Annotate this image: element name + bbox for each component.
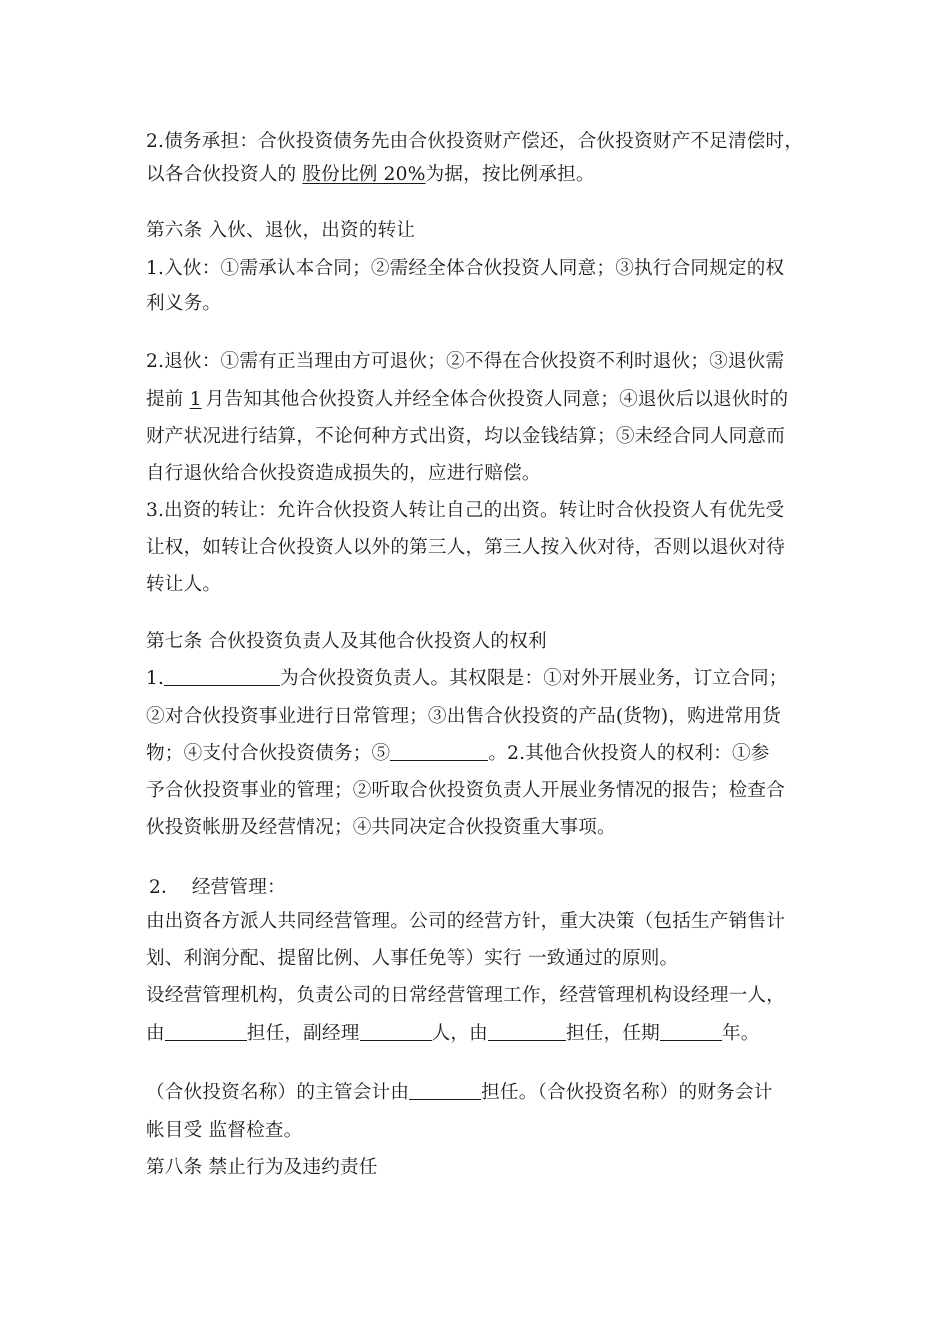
management-line-1: 由出资各方派人共同经营管理。公司的经营方针，重大决策（包括生产销售计 bbox=[146, 911, 785, 932]
withdraw-clause-line-3: 财产状况进行结算，不论何种方式出资，均以金钱结算；⑤未经合同人同意而 bbox=[146, 426, 785, 447]
share-ratio-fill: 股份比例 20% bbox=[302, 164, 426, 185]
management-line-3: 设经营管理机构，负责公司的日常经营管理工作，经营管理机构设经理一人， bbox=[146, 985, 785, 1006]
join-clause-line-1: 1.入伙：①需承认本合同；②需经全体合伙投资人同意；③执行合同规定的权 bbox=[146, 258, 785, 279]
article-6-heading: 第六条 入伙、退伙，出资的转让 bbox=[146, 220, 416, 241]
manager-name-blank bbox=[164, 667, 280, 686]
manager-blank bbox=[165, 1022, 247, 1041]
accountant-blank bbox=[409, 1081, 481, 1100]
management-line-4: 由 担任，副经理 人，由 担任，任期 年。 bbox=[146, 1023, 760, 1044]
term-years-blank bbox=[660, 1022, 722, 1041]
transfer-clause-line-2: 让权，如转让合伙投资人以外的第三人，第三人按入伙对待，否则以退伙对待 bbox=[146, 537, 785, 558]
withdraw-clause-line-1: 2.退伙：①需有正当理由方可退伙；②不得在合伙投资不利时退伙；③退伙需 bbox=[146, 351, 785, 372]
rights-line-2: ②对合伙投资事业进行日常管理；③出售合伙投资的产品(货物)，购进常用货 bbox=[146, 706, 782, 727]
accounting-line-1: （合伙投资名称）的主管会计由 担任。（合伙投资名称）的财务会计 bbox=[146, 1082, 773, 1103]
rights-line-1: 1. 为合伙投资负责人。其权限是：①对外开展业务，订立合同； bbox=[146, 668, 788, 689]
management-heading: 2． 经营管理： bbox=[149, 877, 286, 898]
rights-line-4: 予合伙投资事业的管理；②听取合伙投资负责人开展业务情况的报告；检查合 bbox=[146, 780, 785, 801]
article-8-heading: 第八条 禁止行为及违约责任 bbox=[146, 1157, 378, 1178]
deputy-name-blank bbox=[488, 1022, 566, 1041]
rights-line-3: 物；④支付合伙投资债务；⑤ 。2.其他合伙投资人的权利：①参 bbox=[146, 743, 770, 764]
rights-line-5: 伙投资帐册及经营情况；④共同决定合伙投资重大事项。 bbox=[146, 817, 616, 838]
withdraw-clause-line-4: 自行退伙给合伙投资造成损失的，应进行赔偿。 bbox=[146, 463, 541, 484]
management-line-2: 划、利润分配、提留比例、人事任免等）实行 一致通过的原则。 bbox=[146, 948, 679, 969]
withdraw-clause-line-2: 提前 1 月告知其他合伙投资人并经全体合伙投资人同意；④退伙后以退伙时的 bbox=[146, 389, 789, 410]
article-7-heading: 第七条 合伙投资负责人及其他合伙投资人的权利 bbox=[146, 631, 547, 652]
debt-clause-line-2: 以各合伙投资人的 股份比例 20%为据，按比例承担。 bbox=[146, 164, 595, 185]
debt-clause-line-1: 2.债务承担：合伙投资债务先由合伙投资财产偿还，合伙投资财产不足清偿时， bbox=[146, 131, 804, 152]
transfer-clause-line-1: 3.出资的转让：允许合伙投资人转让自己的出资。转让时合伙投资人有优先受 bbox=[146, 500, 785, 521]
transfer-clause-line-3: 转让人。 bbox=[146, 574, 222, 595]
join-clause-line-2: 利义务。 bbox=[146, 293, 222, 314]
authority-blank bbox=[390, 742, 488, 761]
notice-months-fill: 1 bbox=[189, 389, 202, 410]
deputy-count-blank bbox=[360, 1022, 432, 1041]
accounting-line-2: 帐目受 监督检查。 bbox=[146, 1120, 303, 1141]
